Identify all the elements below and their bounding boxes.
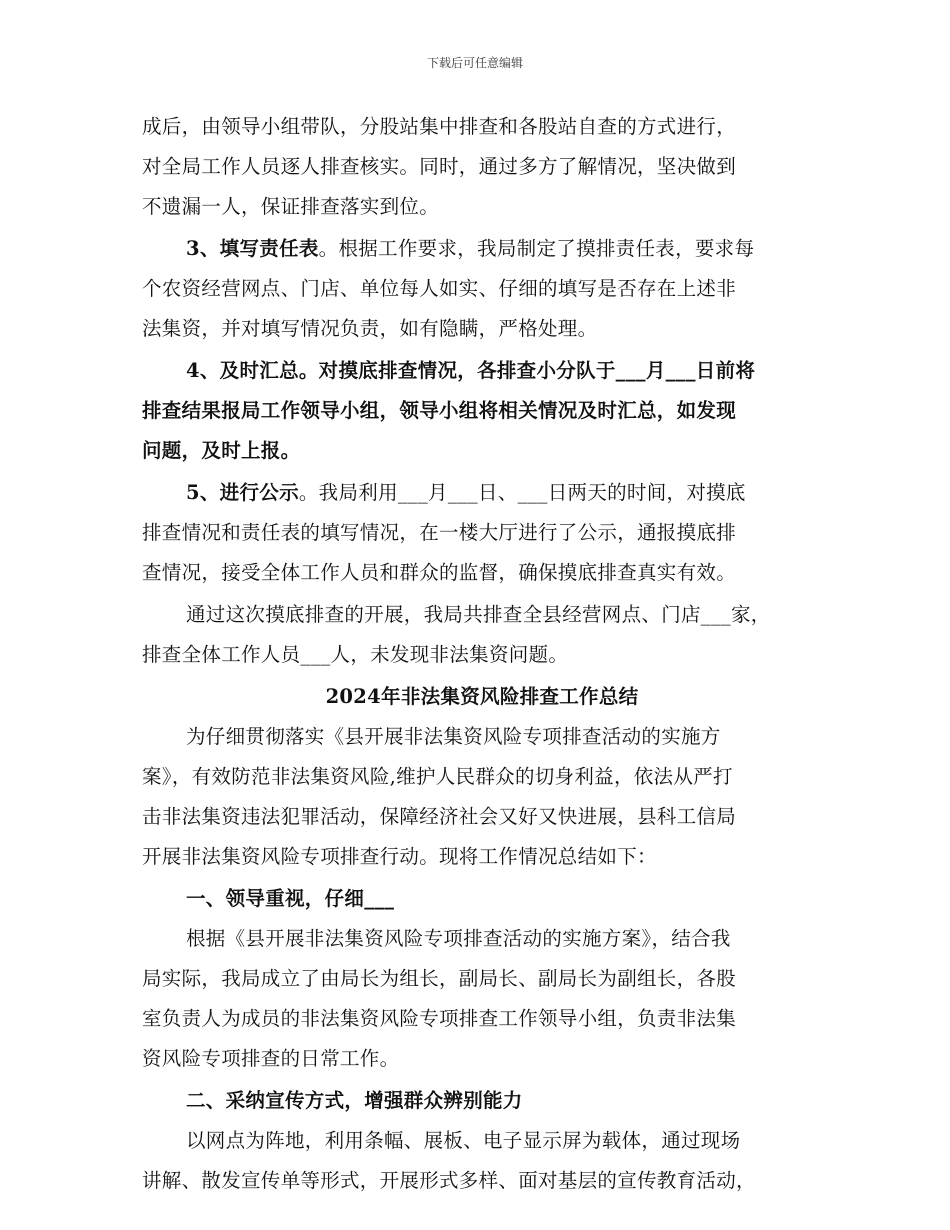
text-line: 个农资经营网点、门店、单位每人如实、仔细的填写是否存在上述非 (142, 277, 737, 300)
text-line: 排查情况和责任表的填写情况，在一楼大厅进行了公示，通报摸底排 (142, 521, 737, 544)
text-line: 以网点为阵地，利用条幅、展板、电子显示屏为载体，通过现场 (186, 1129, 741, 1152)
text-line (142, 480, 746, 506)
text-line (142, 398, 736, 424)
bold-text: 5、进行公示 (186, 481, 299, 504)
text-line: 查情况，接受全体工作人员和群众的监督，确保摸底排查真实有效。 (142, 561, 737, 584)
text-line: 不遗漏一人，保证排查落实到位。 (142, 195, 440, 218)
page-header: 下载后可任意编辑 (426, 56, 523, 70)
text-line: 击非法集资违法犯罪活动，保障经济社会又好又快进展，县科工信局 (142, 805, 737, 828)
text-line (142, 358, 755, 384)
bold-text: 3、填写责任表 (186, 237, 319, 260)
text-line: 讲解、散发宣传单等形式，开展形式多样、面对基层的宣传教育活动， (142, 1169, 756, 1192)
text-line (142, 1088, 523, 1114)
text-span: 。根据工作要求，我局制定了摸排责任表，要求每 (318, 237, 755, 260)
text-line: 根据《县开展非法集资风险专项排查活动的实施方案》，结合我 (186, 927, 731, 950)
text-line: 对全局工作人员逐人排查核实。同时，通过多方了解情况，坚决做到 (142, 155, 737, 178)
bold-text: 一、领导重视，仔细___ (186, 887, 395, 910)
text-line: 通过这次摸底排查的开展，我局共排查全县经营网点、门店___家， (186, 603, 771, 626)
text-line (142, 886, 394, 912)
text-line: 为仔细贯彻落实《县开展非法集资风险专项排查活动的实施方 (186, 725, 721, 748)
bold-text: 排查结果报局工作领导小组，领导小组将相关情况及时汇总，如发现 (142, 399, 737, 422)
text-line: 法集资，并对填写情况负责，如有隐瞒，严格处理。 (142, 317, 598, 340)
text-line: 资风险专项排查的日常工作。 (142, 1047, 400, 1070)
text-line: 成后，由领导小组带队，分股站集中排查和各股站自查的方式进行， (142, 115, 737, 138)
text-line (142, 438, 300, 464)
section-title: 2024年非法集资风险排查工作总结 (325, 685, 639, 708)
text-line (142, 236, 754, 262)
text-line: 开展非法集资风险专项排查行动。现将工作情况总结如下： (142, 845, 657, 868)
bold-text: 问题，及时上报。 (142, 439, 301, 462)
text-line: 室负责人为成员的非法集资风险专项排查工作领导小组，负责非法集 (142, 1007, 737, 1030)
bold-text: 4、及时汇总。对摸底排查情况，各排查小分队于___月___日前将 (186, 359, 756, 382)
text-line: 排查全体工作人员___人，未发现非法集资问题。 (142, 643, 569, 666)
text-line: 局实际，我局成立了由局长为组长，副局长、副局长为副组长，各股 (142, 967, 737, 990)
text-span: 。我局利用___月___日、___日两天的时间，对摸底 (298, 481, 746, 504)
bold-text: 二、采纳宣传方式，增强群众辨别能力 (186, 1089, 523, 1112)
text-line: 案》，有效防范非法集资风险,维护人民群众的切身利益，依法从严打 (142, 765, 733, 788)
